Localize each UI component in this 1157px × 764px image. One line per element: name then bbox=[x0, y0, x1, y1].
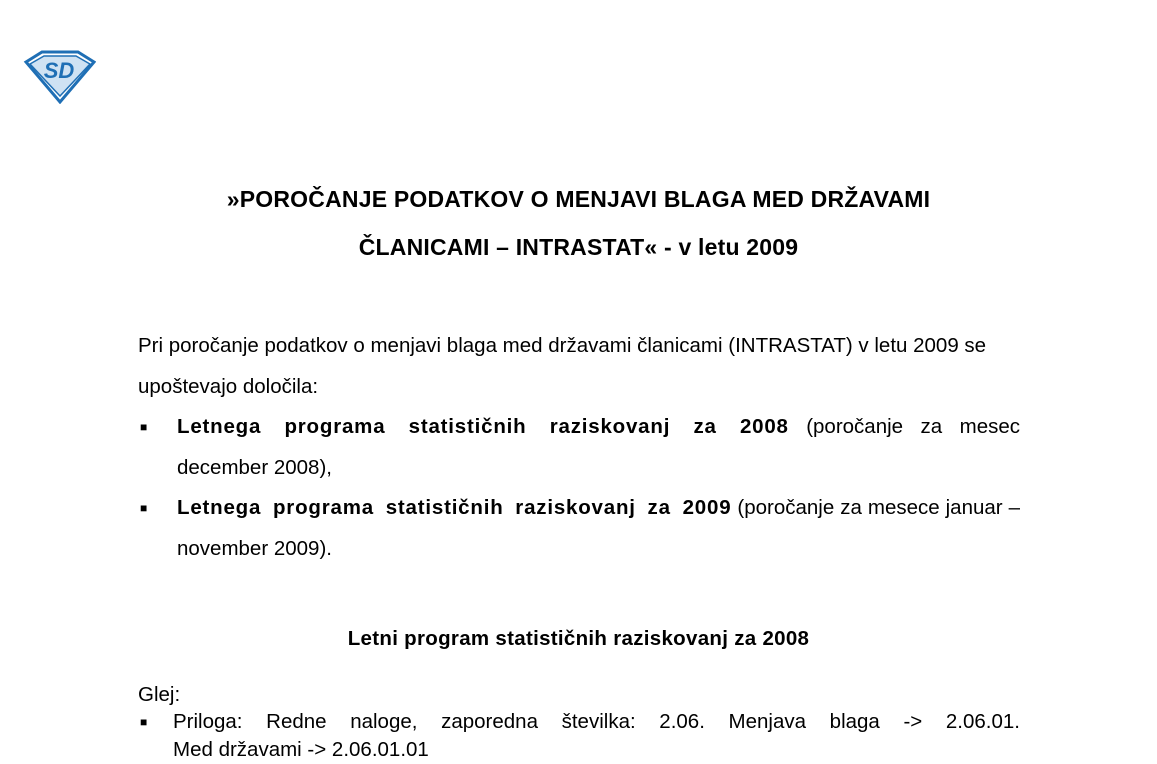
company-logo bbox=[22, 48, 96, 104]
priloga-line-2: Med državami -> 2.06.01.01 bbox=[173, 738, 429, 761]
bullet-mark: ■ bbox=[140, 420, 148, 434]
bullet-mark: ■ bbox=[140, 715, 148, 729]
document-title-line-2: ČLANICAMI – INTRASTAT« - v letu 2009 bbox=[358, 234, 799, 260]
bullet-rest-text: (poročanje za mesec december 2008), bbox=[177, 415, 1020, 479]
priloga-bullet bbox=[138, 708, 1020, 764]
bullet-bold-text: Letnega programa statističnih raziskovanj za 2009 bbox=[177, 496, 732, 519]
priloga-line-1: Priloga: Redne naloge, zaporedna številka: 2.06. Menjava blaga -> 2.06.01. bbox=[173, 710, 1020, 733]
glej-label: Glej: bbox=[138, 683, 181, 706]
bullet-rest-text: (poročanje za mesece januar – november 2009). bbox=[177, 496, 1020, 560]
bullet-bold-text: Letnega programa statističnih raziskovanj za 2008 bbox=[177, 415, 789, 438]
intro-paragraph: Pri poročanje podatkov o menjavi blaga med državami članicami (INTRASTAT) v letu 2009 se upoštevajo določila: bbox=[138, 334, 987, 398]
section-heading: Letni program statističnih raziskovanj za 2008 bbox=[347, 627, 810, 650]
bullet-item-2009 bbox=[138, 488, 1020, 569]
bullet-mark: ■ bbox=[140, 501, 148, 515]
logo-text: SD bbox=[43, 58, 75, 83]
bullet-item-2008 bbox=[138, 407, 1020, 488]
shield-logo-icon bbox=[22, 48, 96, 104]
document-title-line-1: »POROČANJE PODATKOV O MENJAVI BLAGA MED DRŽAVAMI bbox=[226, 186, 931, 212]
